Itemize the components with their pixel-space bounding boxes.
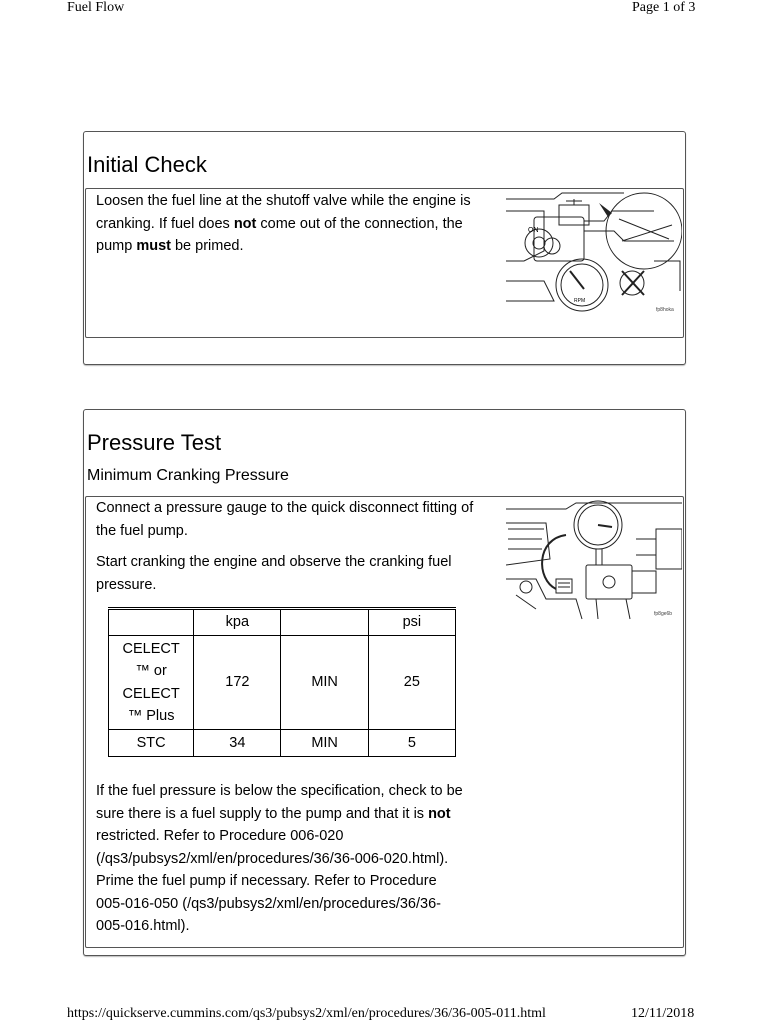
initial-check-text: Loosen the fuel line at the shutoff valve while the engine is cranking. If fuel does not come out of the connection, the pump must be primed. [96, 193, 471, 254]
figure-code: fp8ge6b [654, 611, 673, 617]
paragraph-connect: Connect a pressure gauge to the quick disconnect fitting of the fuel pump. [96, 500, 474, 539]
header-cell [281, 609, 368, 636]
initial-check-panel [83, 131, 686, 365]
pressure-test-instructions [96, 497, 486, 596]
limit-cell: MIN [281, 730, 368, 757]
pressure-test-panel [83, 409, 686, 956]
figure-code: fp8hoka [656, 307, 674, 313]
cranking-pressure-table [108, 607, 456, 757]
table-row [109, 636, 456, 730]
shutoff-valve-illustration [504, 191, 682, 317]
pressure-test-content [85, 496, 684, 948]
engine-name-cell: STC [109, 730, 194, 757]
initial-check-content [85, 188, 684, 338]
kpa-cell: 34 [194, 730, 281, 757]
rpm-label: RPM [574, 298, 586, 304]
document-title: Fuel Flow [67, 0, 125, 15]
psi-cell: 25 [368, 636, 455, 730]
engine-name-cell: CELECT ™ or CELECT ™ Plus [109, 636, 194, 730]
header-cell [109, 609, 194, 636]
header-cell-kpa: kpa [194, 609, 281, 636]
psi-cell: 5 [368, 730, 455, 757]
initial-check-title: Initial Check [87, 152, 207, 177]
bold-must: must [136, 238, 171, 254]
table-header-row [109, 609, 456, 636]
source-url: https://quickserve.cummins.com/qs3/pubsys2/xml/en/procedures/36/36-005-011.html [67, 1006, 546, 1021]
paragraph-below-spec: If the fuel pressure is below the specification, check to be sure there is a fuel supply to the pump and that it is not restricted. Refer to Procedure 006-020 (/qs3/pubsys2/xml/en/procedures/36/36-006-020.html). Prime the fuel pump if necessary. Refer to Procedure 005-016-050 (/qs3/pubsys2/xml/en/procedures/36/36-005-016.html). [96, 783, 463, 934]
print-date: 12/11/2018 [631, 1006, 695, 1021]
on-label: ON [528, 227, 539, 234]
kpa-cell: 172 [194, 636, 281, 730]
pressure-test-title: Pressure Test [87, 430, 222, 455]
table-row [109, 730, 456, 757]
pressure-test-subtitle: Minimum Cranking Pressure [87, 467, 289, 484]
header-cell-psi: psi [368, 609, 455, 636]
bold-not: not [428, 805, 451, 822]
bold-not: not [233, 215, 257, 232]
paragraph-cranking: Start cranking the engine and observe the cranking fuel pressure. [96, 554, 452, 593]
page-number: Page 1 of 3 [632, 0, 696, 15]
limit-cell: MIN [281, 636, 368, 730]
pressure-gauge-illustration [506, 499, 682, 621]
